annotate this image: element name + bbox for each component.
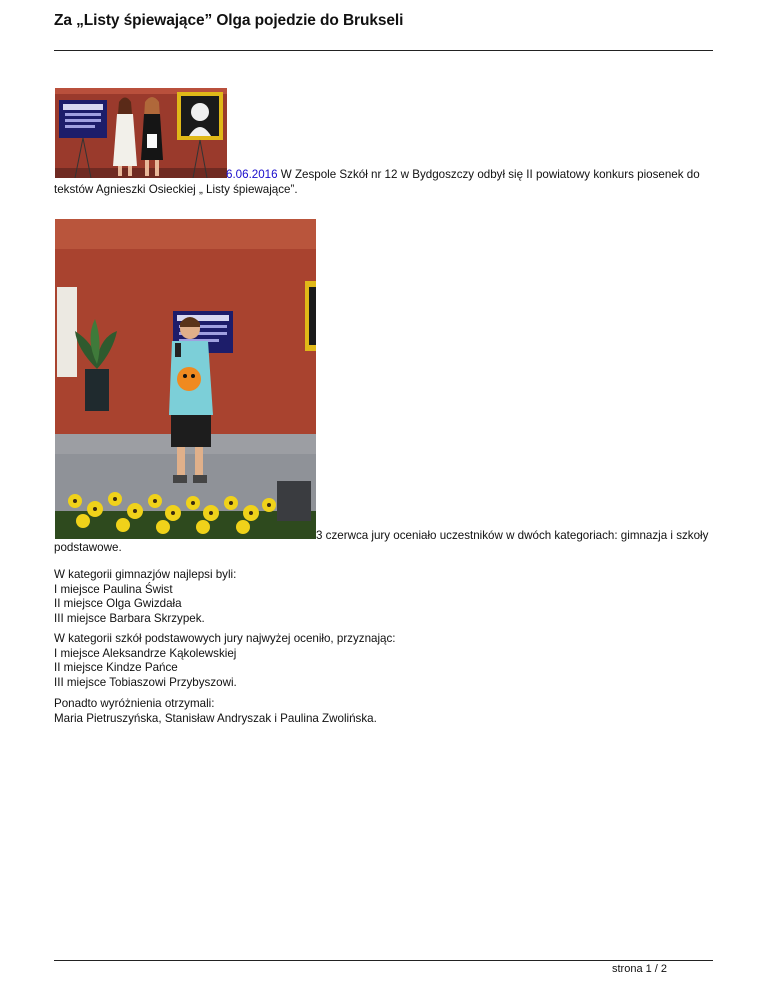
- gim-place-1: I miejsce Paulina Świst: [54, 582, 173, 596]
- footer-divider: [54, 960, 713, 961]
- wyr-names: Maria Pietruszyńska, Stanisław Andryszak i Paulina Zwolińska.: [54, 711, 377, 725]
- jury-line-2: podstawowe.: [54, 541, 122, 554]
- intro-line-2: tekstów Agnieszki Osieckiej „ Listy śpiewające”.: [54, 183, 298, 196]
- header-divider: [54, 50, 713, 51]
- intro-line-1: 6.06.2016 W Zespole Szkół nr 12 w Bydgoszczy odbył się II powiatowy konkurs piosenek do: [226, 168, 700, 181]
- photo-boy-singing: [55, 219, 316, 539]
- pod-place-2: II miejsce Kindze Pańce: [54, 661, 178, 675]
- gimnazja-results: [54, 568, 236, 626]
- jury-line-1: 3 czerwca jury oceniało uczestników w dwóch kategoriach: gimnazja i szkoły: [316, 529, 709, 542]
- photo-award-winners: [55, 88, 227, 178]
- pod-place-3: III miejsce Tobiaszowi Przybyszowi.: [54, 675, 237, 689]
- page-title: Za „Listy śpiewające” Olga pojedzie do Brukseli: [54, 12, 404, 29]
- gim-place-2: II miejsce Olga Gwizdała: [54, 597, 182, 611]
- pod-heading: W kategorii szkół podstawowych jury najwyżej oceniło, przyznając:: [54, 632, 396, 645]
- page-number: strona 1 / 2: [612, 963, 668, 975]
- wyr-heading: Ponadto wyróżnienia otrzymali:: [54, 697, 215, 710]
- podstawowe-results: [54, 632, 396, 690]
- gim-heading: W kategorii gimnazjów najlepsi byli:: [54, 568, 237, 581]
- gim-place-3: III miejsce Barbara Skrzypek.: [54, 611, 205, 625]
- date-link[interactable]: 6.06.2016: [226, 168, 278, 181]
- wyroznienia: [54, 697, 377, 726]
- pod-place-1: I miejsce Aleksandrze Kąkolewskiej: [54, 646, 237, 660]
